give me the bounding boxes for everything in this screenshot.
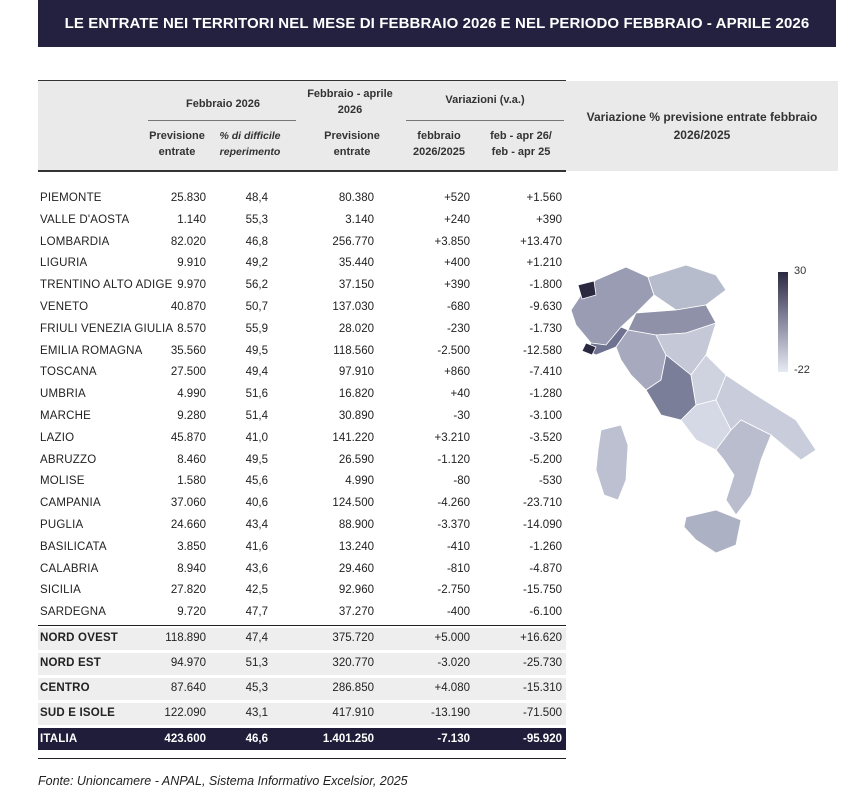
cell-var-period: -7.410 — [529, 366, 562, 379]
cell-name: NORD OVEST — [40, 632, 119, 644]
table-row — [38, 428, 566, 450]
cell-name: LIGURIA — [40, 257, 88, 270]
cell-name: CENTRO — [40, 682, 90, 694]
cell-period: 286.850 — [332, 682, 374, 694]
cell-diff: 40,6 — [245, 497, 268, 510]
cell-var-period: -1.730 — [529, 322, 562, 335]
table-row — [38, 188, 566, 210]
table-row — [38, 232, 566, 254]
cell-var-period: -3.100 — [529, 410, 562, 422]
cell-var-feb: -400 — [446, 606, 470, 619]
cell-var-period: -6.100 — [529, 606, 562, 619]
table-row — [38, 515, 566, 537]
cell-period: 28.020 — [338, 322, 374, 335]
total-row — [38, 728, 566, 750]
table-row — [38, 580, 566, 602]
cell-var-feb: +860 — [444, 366, 470, 379]
cell-var-feb: +4.080 — [434, 682, 470, 694]
table-row — [38, 341, 566, 363]
cell-name: TOSCANA — [40, 366, 97, 379]
macro-area-row — [38, 653, 566, 675]
header-prev-entrate: Previsione entrate — [149, 130, 205, 158]
table-row — [38, 319, 566, 341]
cell-period: 4.990 — [345, 475, 374, 488]
table-top-rule — [38, 80, 566, 81]
cell-var-feb: +40 — [450, 388, 470, 401]
cell-name: NORD EST — [40, 657, 102, 669]
cell-var-period: -9.630 — [529, 301, 562, 313]
cell-diff: 51,4 — [245, 410, 268, 422]
cell-diff: 46,6 — [245, 733, 268, 745]
cell-diff: 50,7 — [245, 301, 268, 313]
cell-period: 256.770 — [332, 235, 374, 248]
cell-feb: 40.870 — [170, 301, 206, 313]
cell-period: 1.401.250 — [322, 733, 374, 745]
cell-period: 92.960 — [338, 584, 374, 597]
cell-period: 88.900 — [338, 519, 374, 531]
cell-diff: 43,4 — [245, 519, 268, 531]
cell-var-feb: +3.210 — [434, 431, 470, 444]
map-panel-title: Variazione % previsione entrate febbraio 2026/2025 — [586, 110, 818, 142]
cell-var-period: -12.580 — [522, 344, 562, 357]
header-group-variations: Variazioni (v.a.) — [445, 94, 525, 106]
cell-feb: 9.910 — [177, 257, 206, 270]
cell-diff: 48,4 — [245, 192, 268, 204]
source-note: Fonte: Unioncamere - ANPAL, Sistema Informativo Excelsior, 2025 — [38, 774, 408, 788]
cell-name: PUGLIA — [40, 519, 84, 531]
cell-period: 13.240 — [338, 540, 374, 553]
cell-diff: 55,3 — [245, 213, 268, 226]
cell-var-feb: +390 — [444, 279, 470, 292]
cell-period: 97.910 — [338, 366, 374, 379]
table-row — [38, 406, 566, 428]
cell-var-period: -25.730 — [522, 657, 562, 669]
header-group-period: Febbraio - aprile 2026 — [307, 88, 393, 116]
cell-name: CAMPANIA — [40, 497, 101, 510]
cell-var-period: -95.920 — [522, 733, 562, 745]
cell-name: FRIULI VENEZIA GIULIA — [40, 322, 174, 335]
cell-period: 26.590 — [338, 453, 374, 466]
header-underline-var — [406, 120, 564, 121]
cell-var-feb: -810 — [446, 562, 470, 575]
cell-period: 29.460 — [338, 562, 374, 575]
cell-var-feb: +240 — [444, 213, 470, 226]
cell-name: PIEMONTE — [40, 192, 102, 204]
header-underline-feb — [148, 120, 296, 121]
cell-name: CALABRIA — [40, 562, 99, 575]
cell-var-period: +1.210 — [526, 257, 562, 270]
cell-period: 118.560 — [333, 344, 374, 357]
cell-var-period: +390 — [536, 213, 562, 226]
cell-diff: 47,7 — [245, 606, 268, 619]
cell-name: SUD E ISOLE — [40, 707, 116, 719]
cell-feb: 8.570 — [177, 322, 206, 335]
cell-feb: 9.280 — [177, 410, 206, 422]
table-row — [38, 537, 566, 559]
cell-period: 320.770 — [332, 657, 374, 669]
table-row — [38, 384, 566, 406]
cell-feb: 82.020 — [170, 235, 206, 248]
cell-diff: 49,4 — [245, 366, 268, 379]
cell-period: 16.820 — [338, 388, 374, 401]
cell-feb: 8.940 — [177, 562, 206, 575]
cell-var-period: -71.500 — [522, 707, 562, 719]
cell-var-feb: -3.370 — [437, 519, 470, 531]
cell-diff: 55,9 — [245, 322, 268, 335]
cell-name: LAZIO — [40, 431, 75, 444]
cell-name: SICILIA — [40, 584, 82, 597]
cell-var-feb: -1.120 — [437, 453, 470, 466]
map-region-sicily — [684, 510, 741, 553]
cell-var-feb: -80 — [453, 475, 470, 488]
cell-var-period: +13.470 — [520, 235, 562, 248]
header-group-feb: Febbraio 2026 — [186, 98, 260, 110]
cell-period: 417.910 — [332, 707, 374, 719]
cell-name: BASILICATA — [40, 540, 107, 553]
cell-var-feb: -2.750 — [437, 584, 470, 597]
cell-feb: 27.820 — [170, 584, 206, 597]
cell-diff: 42,5 — [245, 584, 268, 597]
cell-feb: 1.140 — [177, 213, 206, 226]
cell-feb: 35.560 — [170, 344, 206, 357]
cell-feb: 423.600 — [164, 733, 206, 745]
cell-period: 80.380 — [338, 192, 374, 204]
cell-diff: 43,1 — [245, 707, 268, 719]
cell-name: EMILIA ROMAGNA — [40, 344, 143, 357]
cell-feb: 25.830 — [170, 192, 206, 204]
macro-area-row — [38, 703, 566, 725]
cell-diff: 51,6 — [245, 388, 268, 401]
macro-area-row — [38, 678, 566, 700]
cell-diff: 56,2 — [245, 279, 268, 292]
cell-feb: 122.090 — [164, 707, 206, 719]
cell-period: 141.220 — [332, 431, 374, 444]
cell-name: MARCHE — [40, 410, 92, 422]
cell-var-period: -530 — [538, 475, 562, 488]
cell-name: SARDEGNA — [40, 606, 107, 619]
page-title: LE ENTRATE NEI TERRITORI NEL MESE DI FEBBRAIO 2026 E NEL PERIODO FEBBRAIO - APRILE 2026 — [38, 0, 836, 47]
cell-diff: 47,4 — [245, 632, 268, 644]
cell-feb: 45.870 — [170, 431, 206, 444]
cell-period: 137.030 — [332, 301, 374, 313]
legend-max-label: 30 — [794, 265, 807, 277]
cell-var-feb: -3.020 — [437, 657, 470, 669]
cell-diff: 51,3 — [245, 657, 268, 669]
cell-var-period: +1.560 — [526, 192, 562, 204]
cell-var-period: -1.280 — [529, 388, 562, 401]
cell-name: UMBRIA — [40, 388, 86, 401]
cell-var-period: -3.520 — [529, 431, 562, 444]
cell-feb: 8.460 — [177, 453, 206, 466]
cell-var-period: -23.710 — [522, 497, 562, 510]
table-row — [38, 362, 566, 384]
macro-separator — [38, 625, 566, 626]
cell-feb: 118.890 — [165, 632, 206, 644]
cell-diff: 49,5 — [245, 344, 268, 357]
cell-diff: 45,6 — [245, 475, 268, 488]
cell-var-feb: -30 — [453, 410, 470, 422]
map-legend-scale — [778, 272, 788, 372]
cell-diff: 45,3 — [245, 682, 268, 694]
cell-diff: 43,6 — [245, 562, 268, 575]
cell-var-period: +16.620 — [520, 632, 562, 644]
header-var-period: feb - apr 26/ feb - apr 25 — [490, 130, 552, 158]
cell-period: 37.270 — [338, 606, 374, 619]
map-region-north-east — [648, 265, 726, 310]
cell-name: ABRUZZO — [40, 453, 97, 466]
cell-name: VENETO — [40, 301, 89, 313]
cell-var-feb: -4.260 — [437, 497, 470, 510]
cell-period: 35.440 — [338, 257, 374, 270]
table-row — [38, 275, 566, 297]
cell-feb: 94.970 — [170, 657, 206, 669]
table-row — [38, 253, 566, 275]
cell-period: 3.140 — [345, 213, 374, 226]
cell-var-period: -1.260 — [529, 540, 562, 553]
cell-var-feb: -2.500 — [437, 344, 470, 357]
cell-var-period: -1.800 — [529, 279, 562, 292]
table-row — [38, 602, 566, 624]
cell-feb: 24.660 — [170, 519, 206, 531]
map-region-sardinia — [596, 425, 628, 500]
cell-feb: 1.580 — [177, 475, 206, 488]
cell-var-period: -14.090 — [522, 519, 562, 531]
cell-diff: 41,6 — [245, 540, 268, 553]
cell-var-feb: -13.190 — [430, 707, 470, 719]
legend-min-label: -22 — [794, 364, 810, 376]
cell-var-feb: -680 — [446, 301, 470, 313]
cell-var-feb: -230 — [446, 322, 470, 335]
cell-name: VALLE D'AOSTA — [40, 213, 130, 226]
cell-period: 375.720 — [332, 632, 374, 644]
cell-feb: 9.720 — [177, 606, 206, 619]
italy-choropleth-map — [566, 255, 838, 585]
cell-var-period: -15.310 — [522, 682, 562, 694]
table-row — [38, 471, 566, 493]
cell-feb: 4.990 — [177, 388, 206, 401]
cell-var-period: -15.750 — [522, 584, 562, 597]
cell-period: 37.150 — [338, 279, 374, 292]
header-separator — [38, 170, 566, 172]
cell-feb: 3.850 — [177, 540, 206, 553]
cell-period: 30.890 — [338, 410, 374, 422]
cell-feb: 87.640 — [170, 682, 206, 694]
cell-var-period: -4.870 — [529, 562, 562, 575]
cell-var-period: -5.200 — [529, 453, 562, 466]
cell-name: ITALIA — [40, 733, 78, 745]
cell-var-feb: +520 — [444, 192, 470, 204]
table-row — [38, 210, 566, 232]
cell-var-feb: -7.130 — [437, 733, 470, 745]
macro-area-row — [38, 628, 566, 650]
cell-feb: 27.500 — [170, 366, 206, 379]
table-row — [38, 297, 566, 319]
table-row — [38, 450, 566, 472]
cell-diff: 46,8 — [245, 235, 268, 248]
cell-name: TRENTINO ALTO ADIGE — [40, 279, 173, 292]
header-var-feb: febbraio 2026/2025 — [413, 130, 465, 158]
cell-name: MOLISE — [40, 475, 85, 488]
table-row — [38, 559, 566, 581]
cell-name: LOMBARDIA — [40, 235, 110, 248]
cell-feb: 37.060 — [170, 497, 206, 510]
cell-var-feb: +3.850 — [434, 235, 470, 248]
cell-diff: 49,5 — [245, 453, 268, 466]
table-bottom-rule — [38, 758, 566, 759]
cell-var-feb: +400 — [444, 257, 470, 270]
table-row — [38, 493, 566, 515]
cell-diff: 49,2 — [245, 257, 268, 270]
cell-feb: 9.970 — [177, 279, 206, 292]
header-prev-entrate-period: Previsione entrate — [324, 130, 380, 158]
cell-var-feb: +5.000 — [434, 632, 470, 644]
cell-period: 124.500 — [332, 497, 374, 510]
cell-diff: 41,0 — [245, 431, 268, 444]
cell-var-feb: -410 — [446, 540, 470, 553]
header-difficile-reperimento: % di difficile reperimento — [219, 130, 281, 158]
